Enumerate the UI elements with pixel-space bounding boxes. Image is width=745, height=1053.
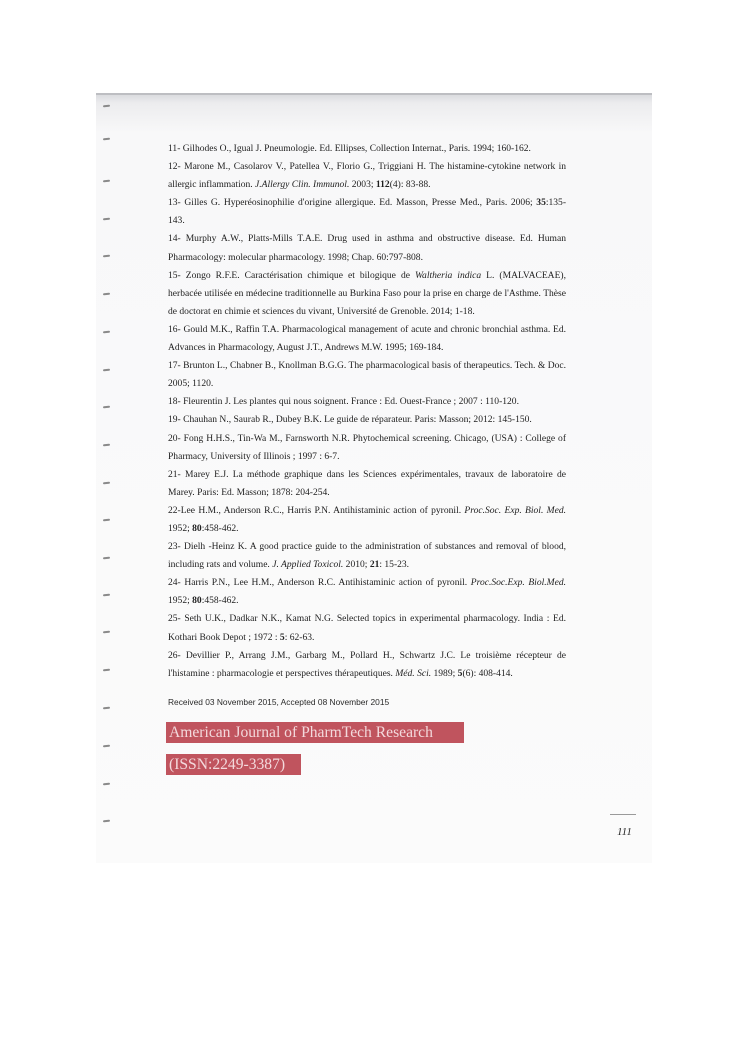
reference-item-ref-17: [168, 357, 566, 393]
reference-text: :135-143.: [168, 197, 566, 227]
reference-item-ref-12: [168, 158, 566, 194]
page-number-rule: [610, 814, 636, 815]
reference-item-ref-15: [168, 267, 566, 321]
reference-text: 17- Brunton L., Chabner B., Knollman B.G.G. The pharmacological basis of therapeutics. Tech. & Doc. 2005; 1120.: [168, 360, 566, 390]
reference-text: 80: [192, 595, 202, 607]
reference-item-ref-24: [168, 574, 566, 610]
reference-text: 12- Marone M., Casolarov V., Patellea V., Florio G., Triggiani H. The histamine-cytokine network in allergic inflammation.: [168, 161, 566, 191]
reference-item-ref-23: [168, 538, 566, 574]
reference-text: 2010;: [343, 559, 370, 571]
reference-text: 26- Devillier P., Arrang J.M., Garbarg M., Pollard H., Schwartz J.C. Le troisième récepteur de l'histamine : pharmacologie et perspectives thérapeutiques.: [168, 649, 566, 679]
reference-text: 5: [279, 631, 285, 643]
reference-item-ref-22: [168, 502, 566, 538]
reference-text: Proc.Soc.Exp. Biol.Med.: [470, 577, 566, 589]
reference-text: 18- Fleurentin J. Les plantes qui nous soignent. France : Ed. Ouest-France ; 2007 : 110-120.: [168, 396, 519, 408]
reference-text: 15- Zongo R.F.E. Caractérisation chimique et bilogique de: [168, 269, 415, 281]
reference-text: 1952;: [168, 595, 193, 607]
reference-text: 1989;: [431, 667, 458, 679]
reference-text: :458-462.: [201, 595, 239, 607]
reference-text: 11- Gilhodes O., Igual J. Pneumologie. Ed. Ellipses, Collection Internat., Paris. 1994; 160-162.: [168, 143, 531, 154]
reference-text: : 15-23.: [379, 559, 410, 571]
reference-item-ref-18: [168, 393, 566, 411]
reference-text: 2003;: [349, 179, 376, 191]
reference-text: J. Applied Toxicol.: [272, 559, 344, 571]
received-accepted-line: Received 03 November 2015, Accepted 08 November 2015: [168, 697, 390, 707]
reference-text: L. (MALVACEAE), herbacée utilisée en médecine traditionnelle au Burkina Faso pour la prise en charge de l'Asthme. Thèse de doctorat en chimie et sciences du vivant, Université de Grenoble. 2014; 1-18.: [168, 269, 566, 317]
reference-item-ref-19: [168, 411, 566, 429]
reference-text: 21: [369, 559, 380, 571]
reference-text: 14- Murphy A.W., Platts-Mills T.A.E. Drug used in asthma and obstructive disease. Ed. Human Pharmacology: molecular pharmacology. 1998; Chap. 60:797-808.: [168, 233, 566, 263]
reference-text: 80: [192, 522, 202, 534]
reference-text: 24- Harris P.N., Lee H.M., Anderson R.C. Antihistaminic action of pyronil.: [168, 577, 471, 589]
reference-item-ref-13: [168, 194, 566, 230]
reference-text: Proc.Soc. Exp. Biol. Med.: [464, 504, 566, 516]
reference-text: 112: [375, 179, 390, 191]
reference-item-ref-21: [168, 466, 566, 502]
reference-text: 25- Seth U.K., Dadkar N.K., Kamat N.G. Selected topics in experimental pharmacology. India : Ed. Kothari Book Depot ; 1972 :: [168, 613, 566, 643]
scanned-page-top-edge: [96, 93, 652, 95]
reference-text: 22-Lee H.M., Anderson R.C., Harris P.N. Antihistaminic action of pyronil.: [168, 504, 465, 516]
reference-item-ref-14: [168, 230, 566, 266]
reference-text: 35: [536, 197, 546, 209]
reference-text: 5: [457, 667, 463, 679]
reference-text: 21- Marey E.J. La méthode graphique dans les Sciences expérimentales, travaux de laboratoire de Marey. Paris: Ed. Masson; 1878: 204-254.: [168, 468, 566, 498]
reference-text: Méd. Sci.: [395, 667, 432, 679]
reference-text: Waltheria indica: [414, 269, 482, 281]
reference-text: : 62-63.: [284, 631, 315, 643]
reference-item-ref-16: [168, 321, 566, 357]
journal-name-banner: American Journal of PharmTech Research: [166, 722, 464, 743]
reference-text: J.Allergy Clin. Immunol.: [255, 179, 350, 191]
reference-text: (6): 408-414.: [462, 667, 513, 679]
reference-text: 20- Fong H.H.S., Tin-Wa M., Farnsworth N.R. Phytochemical screening. Chicago, (USA) : College of Pharmacy, University of Illinois ; 1997 : 6-7.: [168, 432, 566, 462]
reference-item-ref-25: [168, 610, 566, 646]
reference-item-ref-11: [168, 140, 566, 158]
reference-text: 13- Gilles G. Hyperéosinophilie d'origine allergique. Ed. Masson, Presse Med., Paris. 2006;: [168, 197, 537, 209]
reference-item-ref-26: [168, 647, 566, 683]
reference-text: 19- Chauhan N., Saurab R., Dubey B.K. Le guide de réparateur. Paris: Masson; 2012: 145-150.: [168, 414, 532, 426]
reference-item-ref-20: [168, 430, 566, 466]
reference-text: 23- Dielh -Heinz K. A good practice guide to the administration of substances and removal of blood, including rats and volume.: [168, 541, 566, 571]
reference-list: [168, 140, 566, 683]
reference-text: :458-462.: [201, 522, 239, 534]
reference-text: 1952;: [168, 522, 193, 534]
reference-text: (4): 83-88.: [389, 179, 431, 191]
issn-banner: (ISSN:2249-3387): [166, 754, 301, 775]
reference-text: 16- Gould M.K., Raffin T.A. Pharmacological management of acute and chronic bronchial asthma. Ed. Advances in Pharmacology, August J.T., Andrews M.W. 1995; 169-184.: [168, 323, 566, 354]
page-number: 111: [617, 826, 632, 838]
